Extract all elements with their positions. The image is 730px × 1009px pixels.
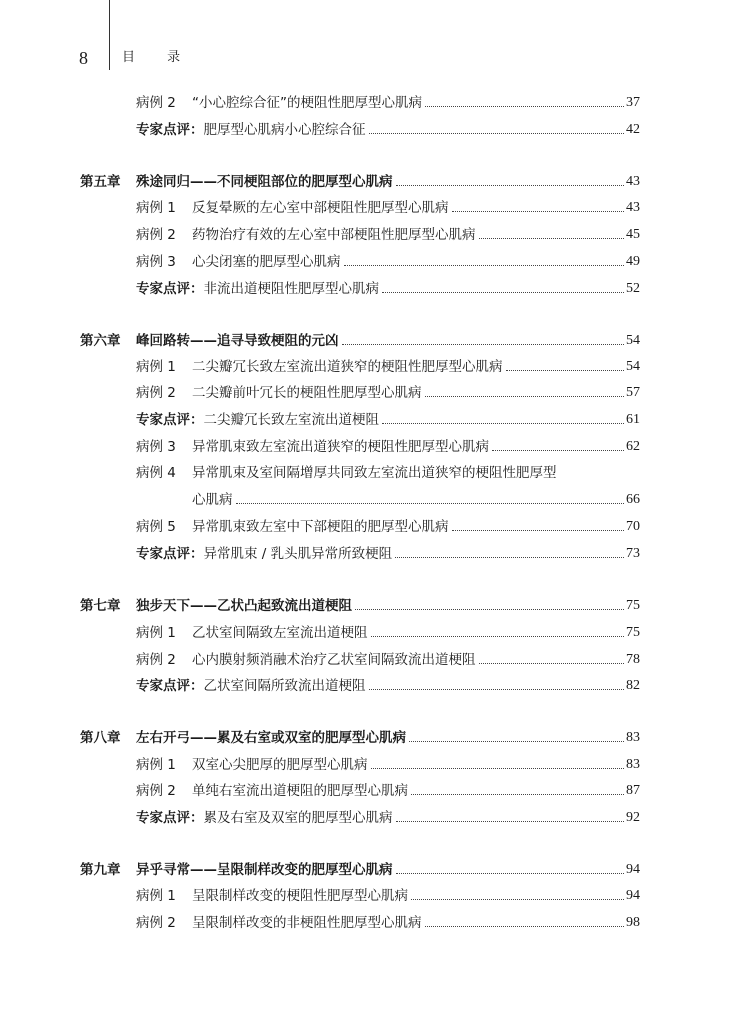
- dot-leader: [396, 184, 625, 186]
- chapter-number: 第五章: [80, 174, 121, 190]
- dot-leader: [492, 449, 624, 451]
- dot-leader: [355, 608, 624, 610]
- comment-label: 专家点评：: [136, 546, 204, 562]
- toc-entry-case[interactable]: [136, 436, 640, 456]
- case-label: 病例 2: [136, 783, 176, 799]
- page-ref: 78: [626, 652, 640, 667]
- dot-leader: [425, 395, 625, 397]
- page-ref: 43: [626, 200, 640, 215]
- toc-entry-case[interactable]: [136, 622, 640, 642]
- entry-title: 异常肌束致左室流出道狭窄的梗阻性肥厚型心肌病: [192, 439, 489, 455]
- page-ref: 54: [626, 333, 640, 348]
- entry-title: 乙状室间隔所致流出道梗阻: [203, 678, 366, 694]
- entry-title: 呈限制样改变的非梗阻性肥厚型心肌病: [192, 915, 422, 931]
- toc-entry-case[interactable]: [136, 649, 640, 669]
- chapter-number: 第七章: [80, 598, 121, 614]
- toc-entry-case[interactable]: [136, 885, 640, 905]
- entry-title: 异常肌束及室间隔增厚共同致左室流出道狭窄的梗阻性肥厚型: [192, 465, 557, 481]
- page-ref: 83: [626, 730, 640, 745]
- toc-entry-nopage[interactable]: [136, 462, 640, 482]
- entry-title: 异常肌束致左室中下部梗阻的肥厚型心肌病: [192, 519, 449, 535]
- dot-leader: [342, 343, 625, 345]
- dot-leader: [382, 422, 624, 424]
- dot-leader: [425, 925, 625, 927]
- dot-leader: [479, 662, 625, 664]
- page-ref: 49: [626, 254, 640, 269]
- dot-leader: [479, 237, 625, 239]
- comment-label: 专家点评：: [136, 412, 204, 428]
- toc-entry-case[interactable]: [136, 356, 640, 376]
- entry-title: 殊途同归——不同梗阻部位的肥厚型心肌病: [136, 174, 393, 190]
- case-label: 病例 1: [136, 757, 176, 773]
- toc-entry-case[interactable]: [136, 197, 640, 217]
- entry-title: 左右开弓——累及右室或双室的肥厚型心肌病: [136, 730, 406, 746]
- entry-title: 反复晕厥的左心室中部梗阻性肥厚型心肌病: [192, 200, 449, 216]
- page-ref: 42: [626, 122, 640, 137]
- page-ref: 43: [626, 174, 640, 189]
- toc-entry-case[interactable]: [136, 516, 640, 536]
- entry-title: 药物治疗有效的左心室中部梗阻性肥厚型心肌病: [192, 227, 476, 243]
- toc-entry-comment[interactable]: [136, 543, 640, 563]
- page-ref: 83: [626, 757, 640, 772]
- case-label: 病例 1: [136, 200, 176, 216]
- case-label: 病例 5: [136, 519, 176, 535]
- page-ref: 87: [626, 783, 640, 798]
- case-label: 病例 2: [136, 915, 176, 931]
- case-label: 病例 4: [136, 465, 176, 481]
- toc-entry-case[interactable]: [136, 754, 640, 774]
- case-label: 病例 3: [136, 254, 176, 270]
- page-ref: 62: [626, 439, 640, 454]
- page-ref: 94: [626, 862, 640, 877]
- page-ref: 57: [626, 385, 640, 400]
- page-ref: 75: [626, 598, 640, 613]
- page-ref: 66: [626, 492, 640, 507]
- chapter-number: 第八章: [80, 730, 121, 746]
- toc-entry-chapter[interactable]: [80, 171, 640, 191]
- page-ref: 70: [626, 519, 640, 534]
- case-label: 病例 2: [136, 95, 176, 111]
- entry-title: “小心腔综合征”的梗阻性肥厚型心肌病: [192, 95, 422, 111]
- page-ref: 94: [626, 888, 640, 903]
- comment-label: 专家点评：: [136, 810, 204, 826]
- dot-leader: [452, 210, 625, 212]
- case-label: 病例 1: [136, 888, 176, 904]
- dot-leader: [395, 556, 624, 558]
- chapter-number: 第九章: [80, 862, 121, 878]
- toc-entry-case[interactable]: [136, 224, 640, 244]
- toc-entry-chapter[interactable]: [80, 330, 640, 350]
- entry-title: 肥厚型心肌病小心腔综合征: [203, 122, 366, 138]
- toc-entry-chapter[interactable]: [80, 727, 640, 747]
- case-label: 病例 1: [136, 359, 176, 375]
- entry-title: 二尖瓣冗长致左室流出道梗阻: [203, 412, 379, 428]
- entry-title: 异乎寻常——呈限制样改变的肥厚型心肌病: [136, 862, 393, 878]
- case-label: 病例 2: [136, 385, 176, 401]
- page-ref: 75: [626, 625, 640, 640]
- case-label: 病例 2: [136, 652, 176, 668]
- chapter-number: 第六章: [80, 333, 121, 349]
- dot-leader: [409, 740, 624, 742]
- header-title: 目 录: [122, 50, 195, 65]
- page-ref: 92: [626, 810, 640, 825]
- toc-entry-case[interactable]: [136, 912, 640, 932]
- entry-title: 呈限制样改变的梗阻性肥厚型心肌病: [192, 888, 408, 904]
- toc-entry-comment[interactable]: [136, 278, 640, 298]
- toc-entry-case[interactable]: [136, 780, 640, 800]
- dot-leader: [371, 635, 625, 637]
- dot-leader: [369, 132, 625, 134]
- page-ref: 45: [626, 227, 640, 242]
- entry-title: 心尖闭塞的肥厚型心肌病: [192, 254, 341, 270]
- entry-title: 二尖瓣冗长致左室流出道狭窄的梗阻性肥厚型心肌病: [192, 359, 503, 375]
- dot-leader: [371, 767, 625, 769]
- entry-title: 非流出道梗阻性肥厚型心肌病: [203, 281, 379, 297]
- dot-leader: [396, 820, 625, 822]
- toc-entry-comment[interactable]: [136, 675, 640, 695]
- page-ref: 61: [626, 412, 640, 427]
- page-ref: 54: [626, 359, 640, 374]
- dot-leader: [411, 898, 624, 900]
- page-number: 8: [79, 48, 88, 68]
- comment-label: 专家点评：: [136, 122, 204, 138]
- dot-leader: [396, 872, 625, 874]
- entry-title: 独步天下——乙状凸起致流出道梗阻: [136, 598, 352, 614]
- dot-leader: [382, 291, 624, 293]
- entry-title: 单纯右室流出道梗阻的肥厚型心肌病: [192, 783, 408, 799]
- toc-entry-case[interactable]: [136, 382, 640, 402]
- case-label: 病例 3: [136, 439, 176, 455]
- entry-title: 乙状室间隔致左室流出道梗阻: [192, 625, 368, 641]
- dot-leader: [506, 369, 625, 371]
- case-label: 病例 1: [136, 625, 176, 641]
- dot-leader: [369, 688, 625, 690]
- entry-title: 峰回路转——追寻导致梗阻的元凶: [136, 333, 339, 349]
- dot-leader: [452, 529, 625, 531]
- page-ref: 98: [626, 915, 640, 930]
- case-label: 病例 2: [136, 227, 176, 243]
- dot-leader: [344, 264, 625, 266]
- comment-label: 专家点评：: [136, 678, 204, 694]
- entry-title: 心内膜射频消融术治疗乙状室间隔致流出道梗阻: [192, 652, 476, 668]
- dot-leader: [411, 793, 624, 795]
- entry-title: 二尖瓣前叶冗长的梗阻性肥厚型心肌病: [192, 385, 422, 401]
- entry-title: 双室心尖肥厚的肥厚型心肌病: [192, 757, 368, 773]
- toc-entry-cont[interactable]: [192, 489, 640, 509]
- page-ref: 82: [626, 678, 640, 693]
- toc-entry-chapter[interactable]: [80, 859, 640, 879]
- entry-title: 心肌病: [192, 492, 233, 508]
- toc-entry-comment[interactable]: [136, 807, 640, 827]
- toc-entry-chapter[interactable]: [80, 595, 640, 615]
- toc-entry-comment[interactable]: [136, 409, 640, 429]
- page-ref: 52: [626, 281, 640, 296]
- toc-entry-comment[interactable]: [136, 119, 640, 139]
- toc-entry-case[interactable]: [136, 251, 640, 271]
- toc-entry-case[interactable]: [136, 92, 640, 112]
- comment-label: 专家点评：: [136, 281, 204, 297]
- page-ref: 37: [626, 95, 640, 110]
- dot-leader: [425, 105, 624, 107]
- entry-title: 异常肌束 / 乳头肌异常所致梗阻: [203, 546, 393, 562]
- entry-title: 累及右室及双室的肥厚型心肌病: [203, 810, 393, 826]
- dot-leader: [236, 502, 625, 504]
- page-ref: 73: [626, 546, 640, 561]
